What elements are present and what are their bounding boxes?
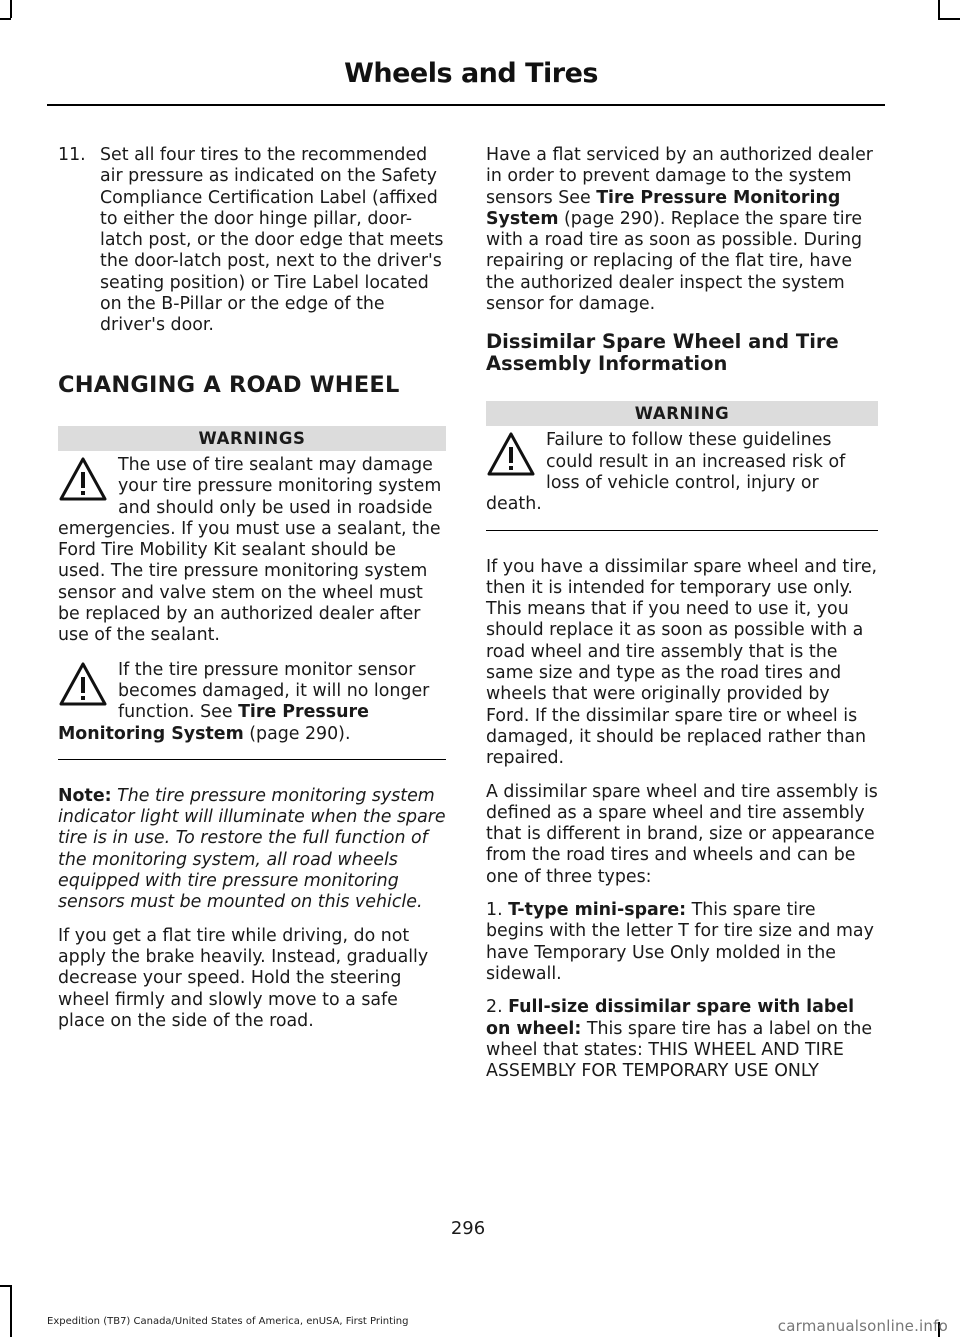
header-divider	[47, 104, 885, 106]
warning-triangle-icon	[58, 455, 108, 505]
paragraph: If you get a flat tire while driving, do not apply the brake heavily. Instead, gradually decrease your speed. Hold the steering wheel firmly and slowly move to a safe place on the side of the road.	[58, 925, 429, 1031]
type-text: This spare tire begins with the letter T for tire size and may have Temporary Use Only molded in the sidewall.	[486, 900, 874, 984]
type-text: This spare tire has a label on the wheel that states: THIS WHEEL AND TIRE ASSEMBLY FOR TEMPORARY USE ONLY	[486, 1018, 873, 1082]
list-number: 1.	[486, 900, 509, 921]
note-text: The tire pressure monitoring system indicator light will illuminate when the spare tire is in use. To restore the full function of the monitoring system, all road wheels equipped with tire pressure monitoring sensors must be mounted on this vehicle.	[58, 785, 446, 913]
left-column	[58, 145, 446, 1044]
crop-mark	[0, 18, 11, 20]
warnings-block	[58, 455, 446, 760]
page-reference: (page 290).	[243, 723, 351, 744]
subsection-title: Dissimilar Spare Wheel and Tire Assembly Information	[486, 330, 839, 376]
list-item-11	[58, 145, 446, 337]
paragraph: If you have a dissimilar spare wheel and tire, then it is intended for temporary use only. This means that if you need to use it, you should replace it as soon as possible with a road wheel and tire assembly that is the same size and type as the road tires and wheels that were originally provided by Ford. If the dissimilar spare tire or wheel is damaged, it should be replaced rather than repaired.	[486, 556, 878, 769]
warning-text: Failure to follow these guidelines could result in an increased risk of loss of vehicle control, injury or death.	[486, 430, 846, 515]
warning-text: If the tire pressure monitor sensor becomes damaged, it will no longer function. See	[118, 659, 430, 723]
warning-item	[486, 430, 878, 515]
crop-mark	[938, 18, 960, 20]
warning-triangle-icon	[486, 430, 536, 480]
cross-reference-link[interactable]: Tire Pressure Monitoring System	[58, 702, 369, 744]
warnings-header: WARNINGS	[58, 426, 446, 451]
warning-triangle-icon	[58, 660, 108, 710]
watermark: carmanualsonline.info	[777, 1317, 948, 1335]
crop-mark	[10, 1285, 12, 1337]
note	[58, 786, 446, 914]
footer-text: Expedition (TB7) Canada/United States of America, enUSA, First Printing	[47, 1316, 409, 1327]
warning-item	[58, 660, 446, 745]
warning-text: The use of tire sealant may damage your tire pressure monitoring system and should only be used in roadside emergencies. If you must use a sealant, the Ford Tire Mobility Kit sealant should be used. The tire pressure monitoring system sensor and valve stem on the wheel must be replaced by an authorized dealer after use of the sealant.	[58, 454, 442, 646]
warning-header: WARNING	[486, 401, 878, 426]
paragraph-text: (page 290). Replace the spare tire with a road tire as soon as possible. During repairing or replacing of the flat tire, have the authorized dealer inspect the system sensor for damage.	[486, 208, 863, 315]
note-label: Note:	[58, 785, 112, 806]
type-item-1	[486, 900, 878, 985]
cross-reference-link[interactable]: Tire Pressure Monitoring System	[486, 187, 841, 229]
type-label: T-type mini-spare:	[508, 900, 687, 921]
paragraph: A dissimilar spare wheel and tire assembly is defined as a spare wheel and tire assembly that is different in brand, size or appearance from the road tires and wheels and can be one of three types:	[486, 781, 878, 887]
crop-mark	[938, 0, 940, 18]
list-number: 2.	[486, 997, 509, 1018]
warning-block	[486, 430, 878, 530]
list-text: Set all four tires to the recommended air pressure as indicated on the Safety Compliance Certification Label (affixed to either the door hinge pillar, door-latch post, or the door edge that meets the door-latch post, next to the driver's seating position) or Tire Label located on the B-Pillar or the edge of the driver's door.	[100, 145, 444, 336]
list-number: 11.	[58, 145, 86, 165]
crop-mark	[10, 0, 12, 18]
warning-item	[58, 455, 446, 647]
type-label: Full-size dissimilar spare with label on wheel:	[486, 997, 855, 1039]
page-title: Wheels and Tires	[344, 58, 598, 89]
crop-mark	[0, 1285, 11, 1287]
page-number: 296	[450, 1218, 486, 1239]
paragraph-text: Have a flat serviced by an authorized dealer in order to prevent damage to the system sensors See	[486, 145, 873, 208]
right-column	[486, 145, 878, 1094]
section-title: CHANGING A ROAD WHEEL	[58, 371, 400, 398]
type-item-2	[486, 997, 878, 1082]
paragraph	[486, 145, 878, 315]
